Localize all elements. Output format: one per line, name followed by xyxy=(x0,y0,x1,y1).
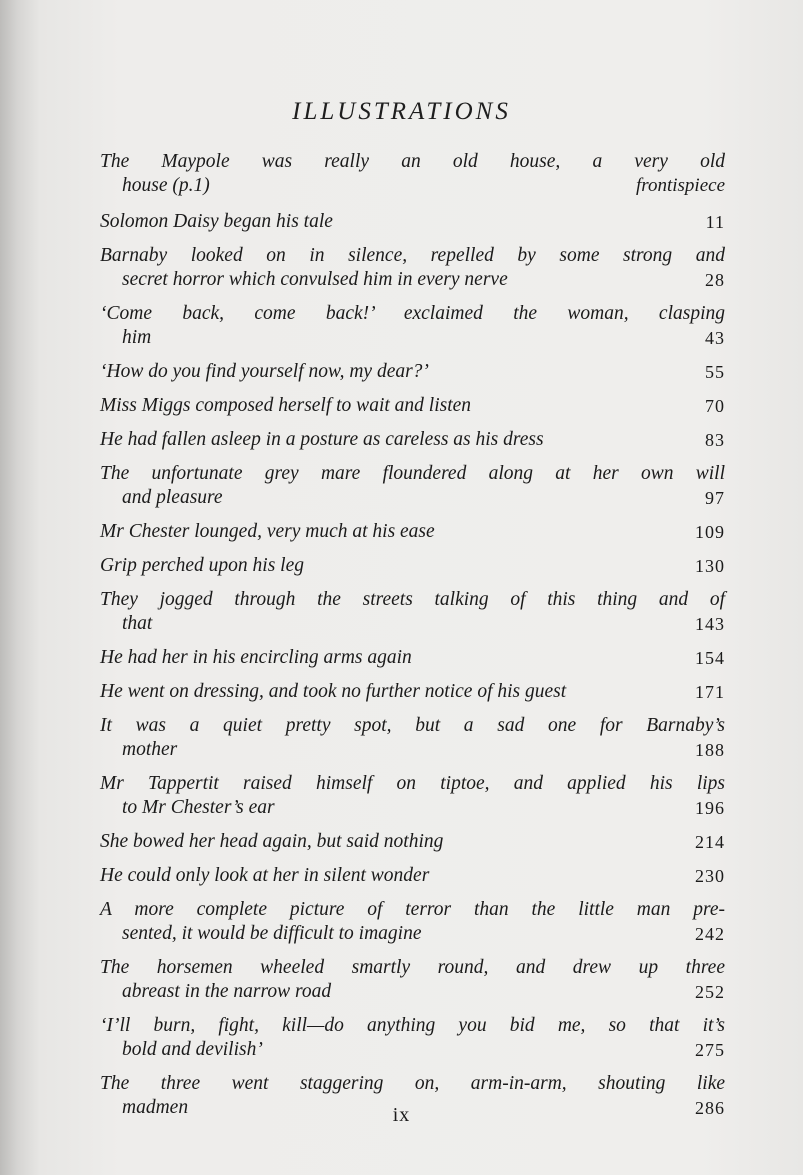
illustration-entry xyxy=(100,302,725,350)
illustration-entry xyxy=(100,520,725,544)
page-number: ix xyxy=(392,1104,411,1126)
entry-caption-line-1: ‘Come back, come back!’ exclaimed the woman, clasping xyxy=(100,303,725,324)
illustration-entry xyxy=(100,210,725,234)
entry-page-number: 11 xyxy=(705,212,725,232)
illustration-entry xyxy=(100,714,725,762)
illustration-entry xyxy=(100,646,725,670)
illustration-entry xyxy=(100,244,725,292)
entry-page-number: 154 xyxy=(695,648,725,668)
entry-page-number: 242 xyxy=(695,924,725,944)
entry-caption-line-2: that xyxy=(122,613,153,634)
entry-page-number: 286 xyxy=(695,1098,725,1118)
entry-caption-line-1: Barnaby looked on in silence, repelled by some strong and xyxy=(100,245,725,266)
entry-caption-line-2: madmen xyxy=(122,1097,189,1118)
entry-page-number: 196 xyxy=(695,798,725,818)
entry-caption: Mr Chester lounged, very much at his ease xyxy=(100,521,435,542)
entry-caption-line-1: It was a quiet pretty spot, but a sad one for Barnaby’s xyxy=(100,715,725,736)
illustration-entry xyxy=(100,428,725,452)
entry-caption-line-2: to Mr Chester’s ear xyxy=(122,797,275,818)
entry-page-number: 109 xyxy=(695,522,725,542)
entry-caption: ‘How do you find yourself now, my dear?’ xyxy=(100,361,429,382)
illustration-entry xyxy=(100,588,725,636)
entry-page-number: 97 xyxy=(705,488,725,508)
entry-page-number: 214 xyxy=(695,832,725,852)
entry-caption: Grip perched upon his leg xyxy=(100,555,304,576)
entry-caption-line-2: and pleasure xyxy=(122,487,223,508)
entry-page-number: 70 xyxy=(705,396,725,416)
illustration-entry xyxy=(100,1014,725,1062)
entry-caption-line-1: ‘I’ll burn, fight, kill—do anything you bid me, so that it’s xyxy=(100,1015,725,1036)
entry-caption-line-2: house (p.1) xyxy=(122,175,210,196)
entry-caption-line-1: A more complete picture of terror than the little man pre- xyxy=(100,899,725,920)
illustration-entry xyxy=(100,898,725,946)
entry-page-number: 130 xyxy=(695,556,725,576)
page-heading: ILLUSTRATIONS xyxy=(292,98,511,125)
entry-caption-line-1: The unfortunate grey mare floundered along at her own will xyxy=(100,463,725,484)
entry-page-number: 275 xyxy=(695,1040,725,1060)
illustration-entry xyxy=(100,772,725,820)
illustration-entry xyxy=(100,360,725,384)
entry-page-number: 55 xyxy=(705,362,725,382)
entry-page-number: 252 xyxy=(695,982,725,1002)
illustration-entry xyxy=(100,462,725,510)
entry-caption-line-1: They jogged through the streets talking of this thing and of xyxy=(100,589,725,610)
entry-page-number: 83 xyxy=(705,430,725,450)
entry-page-number: 143 xyxy=(695,614,725,634)
entry-caption: He went on dressing, and took no further notice of his guest xyxy=(100,681,567,702)
entry-page-number: frontispiece xyxy=(636,175,725,196)
entry-page-number: 43 xyxy=(705,328,725,348)
entry-caption: He had fallen asleep in a posture as careless as his dress xyxy=(100,429,544,450)
illustrations-list xyxy=(100,150,725,1130)
entry-page-number: 188 xyxy=(695,740,725,760)
entry-caption: Solomon Daisy began his tale xyxy=(100,211,333,232)
illustration-entry xyxy=(100,956,725,1004)
illustration-entry xyxy=(100,864,725,888)
entry-caption-line-2: sented, it would be difficult to imagine xyxy=(122,923,422,944)
entry-page-number: 171 xyxy=(695,682,725,702)
entry-page-number: 230 xyxy=(695,866,725,886)
entry-caption-line-2: mother xyxy=(122,739,178,760)
entry-page-number: 28 xyxy=(705,270,725,290)
entry-caption: He could only look at her in silent wonder xyxy=(100,865,430,886)
illustration-entry xyxy=(100,394,725,418)
illustration-entry xyxy=(100,554,725,578)
entry-caption-line-1: Mr Tappertit raised himself on tiptoe, and applied his lips xyxy=(100,773,725,794)
illustration-entry xyxy=(100,830,725,854)
entry-caption: She bowed her head again, but said nothing xyxy=(100,831,444,852)
illustration-entry xyxy=(100,150,725,198)
entry-caption-line-2: secret horror which convulsed him in every nerve xyxy=(122,269,508,290)
entry-caption-line-2: abreast in the narrow road xyxy=(122,981,332,1002)
entry-caption: He had her in his encircling arms again xyxy=(100,647,412,668)
entry-caption: Miss Miggs composed herself to wait and listen xyxy=(100,395,472,416)
entry-caption-line-1: The horsemen wheeled smartly round, and drew up three xyxy=(100,957,725,978)
entry-caption-line-1: The Maypole was really an old house, a very old xyxy=(100,151,725,172)
entry-caption-line-1: The three went staggering on, arm-in-arm, shouting like xyxy=(100,1073,725,1094)
entry-caption-line-2: bold and devilish’ xyxy=(122,1039,263,1060)
entry-caption-line-2: him xyxy=(122,327,152,348)
illustration-entry xyxy=(100,680,725,704)
